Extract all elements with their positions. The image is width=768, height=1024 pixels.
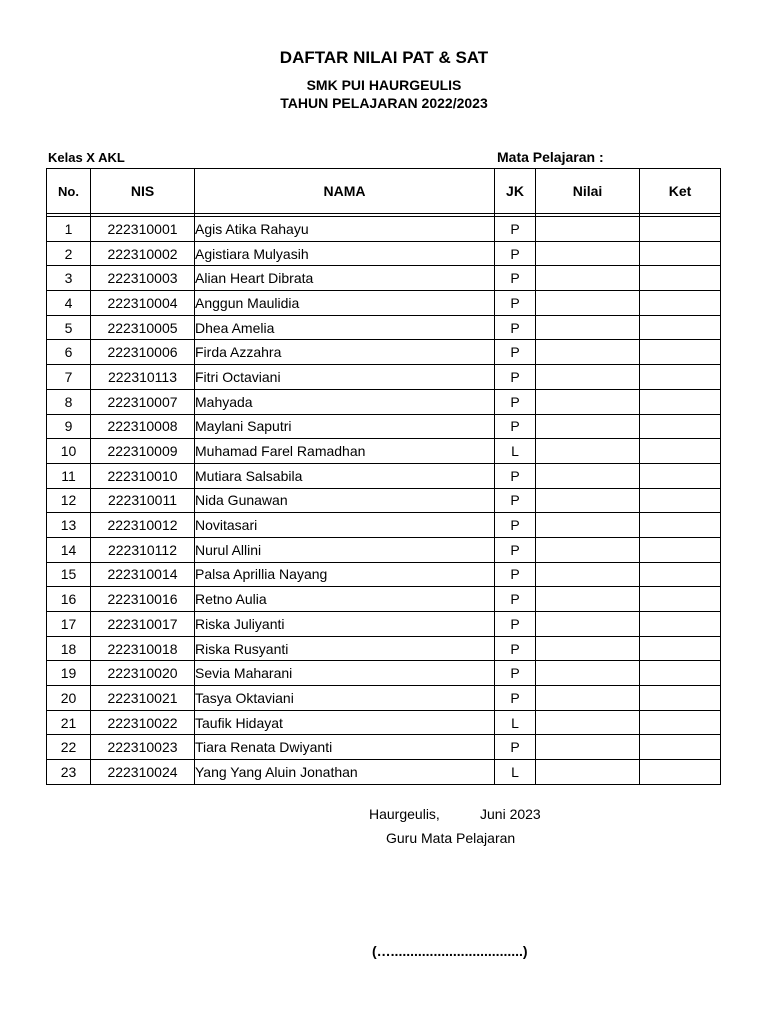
table-row	[47, 217, 721, 242]
cell-ket[interactable]	[640, 735, 721, 760]
cell-jk: P	[495, 315, 536, 340]
table-header	[47, 169, 721, 217]
cell-no: 18	[47, 636, 91, 661]
cell-no: 22	[47, 735, 91, 760]
signature-date: Juni 2023	[480, 806, 541, 822]
cell-no: 9	[47, 414, 91, 439]
cell-nis: 222310018	[91, 636, 195, 661]
cell-ket[interactable]	[640, 315, 721, 340]
cell-nama: Riska Rusyanti	[195, 636, 495, 661]
cell-ket[interactable]	[640, 760, 721, 785]
cell-jk: P	[495, 463, 536, 488]
grades-table	[46, 168, 721, 785]
cell-jk: L	[495, 710, 536, 735]
cell-nis: 222310003	[91, 266, 195, 291]
table-row	[47, 661, 721, 686]
cell-no: 20	[47, 686, 91, 711]
cell-jk: L	[495, 439, 536, 464]
cell-nis: 222310112	[91, 537, 195, 562]
header-nis: NIS	[91, 169, 195, 214]
cell-no: 6	[47, 340, 91, 365]
cell-nama: Novitasari	[195, 513, 495, 538]
cell-nis: 222310023	[91, 735, 195, 760]
cell-no: 7	[47, 365, 91, 390]
header-jk: JK	[495, 169, 536, 214]
header-no: No.	[47, 169, 91, 214]
cell-nama: Anggun Maulidia	[195, 291, 495, 316]
cell-nama: Retno Aulia	[195, 587, 495, 612]
cell-nilai[interactable]	[536, 537, 640, 562]
cell-no: 8	[47, 389, 91, 414]
cell-jk: P	[495, 636, 536, 661]
cell-nilai[interactable]	[536, 241, 640, 266]
table-row	[47, 488, 721, 513]
cell-nilai[interactable]	[536, 562, 640, 587]
cell-nis: 222310007	[91, 389, 195, 414]
cell-ket[interactable]	[640, 562, 721, 587]
table-row	[47, 340, 721, 365]
cell-nama: Tasya Oktaviani	[195, 686, 495, 711]
cell-jk: P	[495, 562, 536, 587]
cell-nilai[interactable]	[536, 217, 640, 242]
cell-nama: Sevia Maharani	[195, 661, 495, 686]
cell-nama: Maylani Saputri	[195, 414, 495, 439]
table-row	[47, 513, 721, 538]
cell-nilai[interactable]	[536, 389, 640, 414]
cell-nama: Agistiara Mulyasih	[195, 241, 495, 266]
cell-ket[interactable]	[640, 389, 721, 414]
cell-nilai[interactable]	[536, 710, 640, 735]
cell-no: 19	[47, 661, 91, 686]
cell-no: 17	[47, 612, 91, 637]
cell-nilai[interactable]	[536, 488, 640, 513]
cell-ket[interactable]	[640, 710, 721, 735]
cell-no: 23	[47, 760, 91, 785]
cell-no: 13	[47, 513, 91, 538]
cell-nama: Tiara Renata Dwiyanti	[195, 735, 495, 760]
cell-jk: P	[495, 735, 536, 760]
cell-jk: P	[495, 291, 536, 316]
table-row	[47, 735, 721, 760]
table-row	[47, 760, 721, 785]
table-row	[47, 636, 721, 661]
cell-jk: P	[495, 488, 536, 513]
cell-jk: P	[495, 686, 536, 711]
cell-no: 1	[47, 217, 91, 242]
cell-nama: Muhamad Farel Ramadhan	[195, 439, 495, 464]
cell-nis: 222310016	[91, 587, 195, 612]
cell-nama: Dhea Amelia	[195, 315, 495, 340]
cell-nama: Palsa Aprillia Nayang	[195, 562, 495, 587]
cell-jk: P	[495, 537, 536, 562]
table-row	[47, 241, 721, 266]
cell-jk: P	[495, 217, 536, 242]
cell-nilai[interactable]	[536, 587, 640, 612]
document-title: DAFTAR NILAI PAT & SAT	[279, 48, 489, 67]
cell-nama: Alian Heart Dibrata	[195, 266, 495, 291]
table-row	[47, 463, 721, 488]
cell-nama: Taufik Hidayat	[195, 710, 495, 735]
cell-nis: 222310014	[91, 562, 195, 587]
cell-nilai[interactable]	[536, 291, 640, 316]
cell-ket[interactable]	[640, 414, 721, 439]
cell-nis: 222310008	[91, 414, 195, 439]
cell-nis: 222310021	[91, 686, 195, 711]
cell-ket[interactable]	[640, 612, 721, 637]
table-row	[47, 414, 721, 439]
table-row	[47, 389, 721, 414]
cell-nama: Mutiara Salsabila	[195, 463, 495, 488]
cell-jk: P	[495, 389, 536, 414]
cell-nilai[interactable]	[536, 414, 640, 439]
signer-role: Guru Mata Pelajaran	[386, 830, 516, 846]
cell-nilai[interactable]	[536, 315, 640, 340]
cell-ket[interactable]	[640, 217, 721, 242]
table-row	[47, 587, 721, 612]
cell-no: 4	[47, 291, 91, 316]
cell-no: 2	[47, 241, 91, 266]
cell-jk: L	[495, 760, 536, 785]
table-row	[47, 537, 721, 562]
cell-no: 5	[47, 315, 91, 340]
cell-nis: 222310022	[91, 710, 195, 735]
cell-nis: 222310010	[91, 463, 195, 488]
cell-nilai[interactable]	[536, 463, 640, 488]
cell-nilai[interactable]	[536, 266, 640, 291]
cell-nis: 222310020	[91, 661, 195, 686]
header-nama: NAMA	[195, 169, 495, 214]
cell-jk: P	[495, 587, 536, 612]
cell-ket[interactable]	[640, 463, 721, 488]
cell-nilai[interactable]	[536, 340, 640, 365]
table-row	[47, 291, 721, 316]
header-ket: Ket	[640, 169, 721, 214]
cell-no: 16	[47, 587, 91, 612]
cell-nilai[interactable]	[536, 365, 640, 390]
cell-nis: 222310006	[91, 340, 195, 365]
table-row	[47, 612, 721, 637]
cell-no: 10	[47, 439, 91, 464]
table-row	[47, 710, 721, 735]
cell-nama: Agis Atika Rahayu	[195, 217, 495, 242]
class-label: Kelas X AKL	[48, 150, 125, 165]
cell-ket[interactable]	[640, 291, 721, 316]
cell-nama: Mahyada	[195, 389, 495, 414]
cell-jk: P	[495, 612, 536, 637]
cell-ket[interactable]	[640, 488, 721, 513]
cell-nama: Nida Gunawan	[195, 488, 495, 513]
table-row	[47, 439, 721, 464]
cell-ket[interactable]	[640, 266, 721, 291]
cell-nis: 222310002	[91, 241, 195, 266]
cell-nis: 222310011	[91, 488, 195, 513]
cell-nis: 222310012	[91, 513, 195, 538]
cell-nis: 222310001	[91, 217, 195, 242]
cell-nilai[interactable]	[536, 686, 640, 711]
cell-ket[interactable]	[640, 439, 721, 464]
cell-nama: Fitri Octaviani	[195, 365, 495, 390]
cell-ket[interactable]	[640, 587, 721, 612]
cell-no: 14	[47, 537, 91, 562]
cell-no: 11	[47, 463, 91, 488]
cell-jk: P	[495, 513, 536, 538]
cell-ket[interactable]	[640, 636, 721, 661]
cell-no: 21	[47, 710, 91, 735]
cell-jk: P	[495, 414, 536, 439]
academic-year: TAHUN PELAJARAN 2022/2023	[280, 95, 488, 111]
cell-jk: P	[495, 661, 536, 686]
cell-nama: Riska Juliyanti	[195, 612, 495, 637]
cell-nilai[interactable]	[536, 612, 640, 637]
cell-nis: 222310004	[91, 291, 195, 316]
cell-ket[interactable]	[640, 686, 721, 711]
cell-nama: Firda Azzahra	[195, 340, 495, 365]
signature-place: Haurgeulis,	[369, 806, 440, 822]
table-body	[47, 217, 721, 785]
cell-ket[interactable]	[640, 340, 721, 365]
cell-no: 3	[47, 266, 91, 291]
cell-nis: 222310009	[91, 439, 195, 464]
cell-nis: 222310005	[91, 315, 195, 340]
table-row	[47, 365, 721, 390]
cell-jk: P	[495, 365, 536, 390]
subject-label: Mata Pelajaran :	[497, 149, 604, 165]
table-row	[47, 686, 721, 711]
cell-ket[interactable]	[640, 537, 721, 562]
cell-jk: P	[495, 340, 536, 365]
cell-nis: 222310017	[91, 612, 195, 637]
cell-nama: Yang Yang Aluin Jonathan	[195, 760, 495, 785]
cell-no: 12	[47, 488, 91, 513]
cell-no: 15	[47, 562, 91, 587]
cell-nis: 222310024	[91, 760, 195, 785]
cell-ket[interactable]	[640, 241, 721, 266]
cell-nilai[interactable]	[536, 661, 640, 686]
cell-nilai[interactable]	[536, 735, 640, 760]
cell-ket[interactable]	[640, 513, 721, 538]
school-name: SMK PUI HAURGEULIS	[306, 77, 462, 93]
table-row	[47, 315, 721, 340]
cell-nama: Nurul Allini	[195, 537, 495, 562]
cell-nilai[interactable]	[536, 760, 640, 785]
cell-nilai[interactable]	[536, 439, 640, 464]
cell-nilai[interactable]	[536, 513, 640, 538]
cell-nilai[interactable]	[536, 636, 640, 661]
cell-jk: P	[495, 241, 536, 266]
header-nilai: Nilai	[536, 169, 640, 214]
table-row	[47, 562, 721, 587]
cell-nis: 222310113	[91, 365, 195, 390]
cell-ket[interactable]	[640, 365, 721, 390]
cell-jk: P	[495, 266, 536, 291]
signature-line: (…..................................)	[372, 943, 528, 959]
table-row	[47, 266, 721, 291]
cell-ket[interactable]	[640, 661, 721, 686]
